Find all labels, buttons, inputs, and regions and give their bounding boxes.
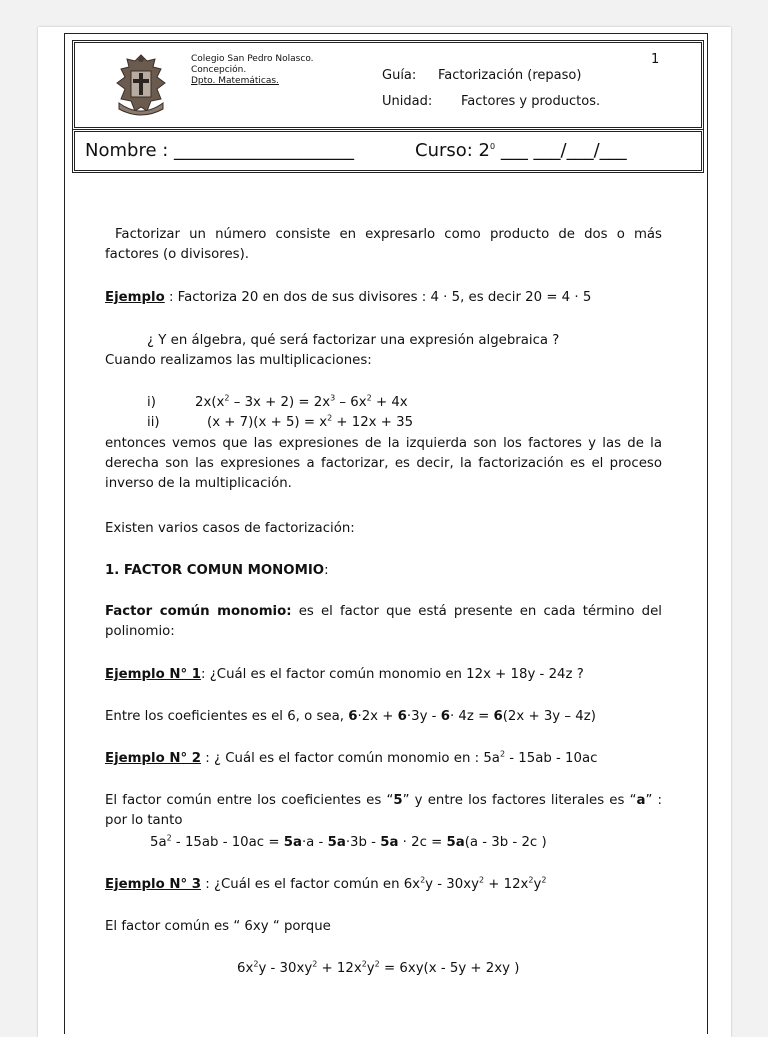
example-2-solution (105, 791, 662, 831)
common-factor: 5a (283, 835, 302, 850)
equation-part: ·3b - (345, 835, 381, 850)
page-number: 1 (651, 52, 660, 67)
example-2-equation (150, 833, 662, 853)
common-factor: 5 (393, 793, 403, 808)
page-frame (64, 33, 708, 1034)
name-box (72, 129, 704, 173)
common-factor: 6 (493, 709, 503, 724)
common-factor: 6 (440, 709, 450, 724)
equation-part: 6x (237, 961, 254, 976)
equation-part: 5a (150, 835, 167, 850)
course-degree: 0 (490, 142, 496, 151)
example-text: : Factoriza 20 en dos de sus divisores : 4 · 5, es decir 20 = 4 · 5 (164, 290, 592, 305)
equation-part: y (366, 961, 375, 976)
definition-text: es el factor que está presente en cada término del polinomio: (105, 604, 662, 639)
unit-label: Unidad: (382, 94, 433, 109)
exponent: 2 (224, 393, 230, 403)
school-info (191, 54, 314, 87)
exponent: 2 (528, 875, 534, 885)
name-field-label: Nombre : ____________________ (85, 140, 355, 161)
exponent: 2 (312, 959, 318, 969)
eq-i-part: – 6x (335, 395, 367, 410)
example-3-question: + 12x (484, 877, 529, 892)
example-3-question: : ¿Cuál es el factor común en 6x (201, 877, 421, 892)
school-department: Dpto. Matemáticas. (191, 76, 279, 86)
example-3-question: y (533, 877, 542, 892)
exponent: 2 (253, 959, 259, 969)
exponent: 2 (499, 749, 506, 759)
example-3-solution: El factor común es “ 6xy “ porque (105, 919, 331, 934)
common-factor: a (636, 793, 646, 808)
equation-part: · 2c = (398, 835, 447, 850)
solution-text: ” : por lo tanto (105, 793, 662, 828)
common-factor: 5a (380, 835, 399, 850)
example-3-question: y - 30xy (425, 877, 479, 892)
solution-text: ” y entre los factores literales es “ (402, 793, 637, 808)
inverse-paragraph: entonces vemos que las expresiones de la izquierda son los factores y las de la derecha son las expresiones a factorizar, es decir, la factorización es el proceso inverso de la multiplicación. (105, 436, 662, 491)
eq-i-part: + 4x (371, 395, 408, 410)
guide-info (382, 63, 600, 115)
example-1-question: : ¿Cuál es el factor común monomio en 12x + 18y - 24z ? (201, 667, 584, 682)
example-2-question: - 15ab - 10ac (505, 751, 598, 766)
example-paragraph (105, 288, 662, 308)
common-factor: 5a (327, 835, 346, 850)
solution-text: ·3y - (406, 709, 441, 724)
section-colon: : (324, 563, 329, 578)
example-2 (105, 749, 662, 769)
definition-term: Factor común monomio: (105, 604, 292, 619)
exponent: 2 (541, 875, 547, 885)
course-field-label (415, 132, 627, 170)
example-1 (105, 665, 662, 685)
common-factor: 6 (397, 709, 407, 724)
course-blanks: ___ ___/___/___ (495, 140, 627, 161)
equation-part: y - 30xy (258, 961, 313, 976)
document-page (38, 27, 731, 1037)
exponent: 2 (420, 875, 426, 885)
common-factor: 5a (446, 835, 465, 850)
exponent: 2 (327, 413, 333, 423)
section-heading: 1. FACTOR COMUN MONOMIO (105, 563, 325, 578)
example-2-question: : ¿ Cuál es el factor común monomio en : 5a (201, 751, 500, 766)
algebra-question: ¿ Y en álgebra, qué será factorizar una expresión algebraica ? (147, 333, 560, 348)
equation-part: + 12x (317, 961, 362, 976)
course-label: Curso: 2 (415, 140, 491, 161)
header-box (72, 40, 704, 130)
equation-ii-number: ii) (147, 415, 160, 430)
exponent: 2 (478, 875, 485, 885)
definition-paragraph (105, 602, 662, 642)
eq-ii-part: (x + 7)(x + 5) = x (207, 415, 328, 430)
solution-text: ·2x + (357, 709, 398, 724)
example-3-label: Ejemplo N° 3 (105, 877, 202, 892)
unit-title: Factores y productos. (461, 94, 601, 109)
example-3 (105, 875, 662, 895)
solution-text: · 4z = (449, 709, 494, 724)
exponent: 2 (366, 393, 372, 403)
solution-text: (2x + 3y – 4z) (502, 709, 596, 724)
equation-part: - 15ab - 10ac = (171, 835, 284, 850)
guide-label: Guía: (382, 68, 417, 83)
exponent: 2 (374, 959, 380, 969)
example-3-equation (237, 959, 662, 979)
intro-paragraph: Factorizar un número consiste en expresarlo como producto de dos o más factores (o divisores). (105, 227, 662, 262)
eq-ii-part: + 12x + 35 (332, 415, 414, 430)
guide-title: Factorización (repaso) (438, 68, 582, 83)
cases-paragraph: Existen varios casos de factorización: (105, 521, 355, 536)
school-name: Colegio San Pedro Nolasco. (191, 54, 314, 64)
eq-i-part: – 3x + 2) = 2x (229, 395, 331, 410)
equation-part: (a - 3b - 2c ) (464, 835, 547, 850)
example-1-label: Ejemplo N° 1 (105, 667, 202, 682)
equation-i-number: i) (147, 395, 156, 410)
equation-i (147, 393, 704, 413)
section-title (105, 561, 662, 581)
school-crest-icon (111, 53, 171, 119)
example-label: Ejemplo (105, 290, 165, 305)
example-1-solution (105, 707, 662, 727)
exponent: 2 (166, 833, 172, 843)
solution-text: El factor común entre los coeficientes es “ (105, 793, 394, 808)
exponent: 2 (361, 959, 367, 969)
solution-text: Entre los coeficientes es el 6, o sea, (105, 709, 349, 724)
equation-part: = 6xy(x - 5y + 2xy ) (379, 961, 520, 976)
school-city: Concepción. (191, 65, 247, 75)
equation-part: ·a - (301, 835, 328, 850)
multiplication-intro: Cuando realizamos las multiplicaciones: (105, 353, 372, 368)
equation-ii (147, 413, 704, 433)
eq-i-part: 2x(x (195, 395, 225, 410)
common-factor: 6 (348, 709, 358, 724)
exponent: 3 (330, 393, 336, 403)
example-2-label: Ejemplo N° 2 (105, 751, 202, 766)
